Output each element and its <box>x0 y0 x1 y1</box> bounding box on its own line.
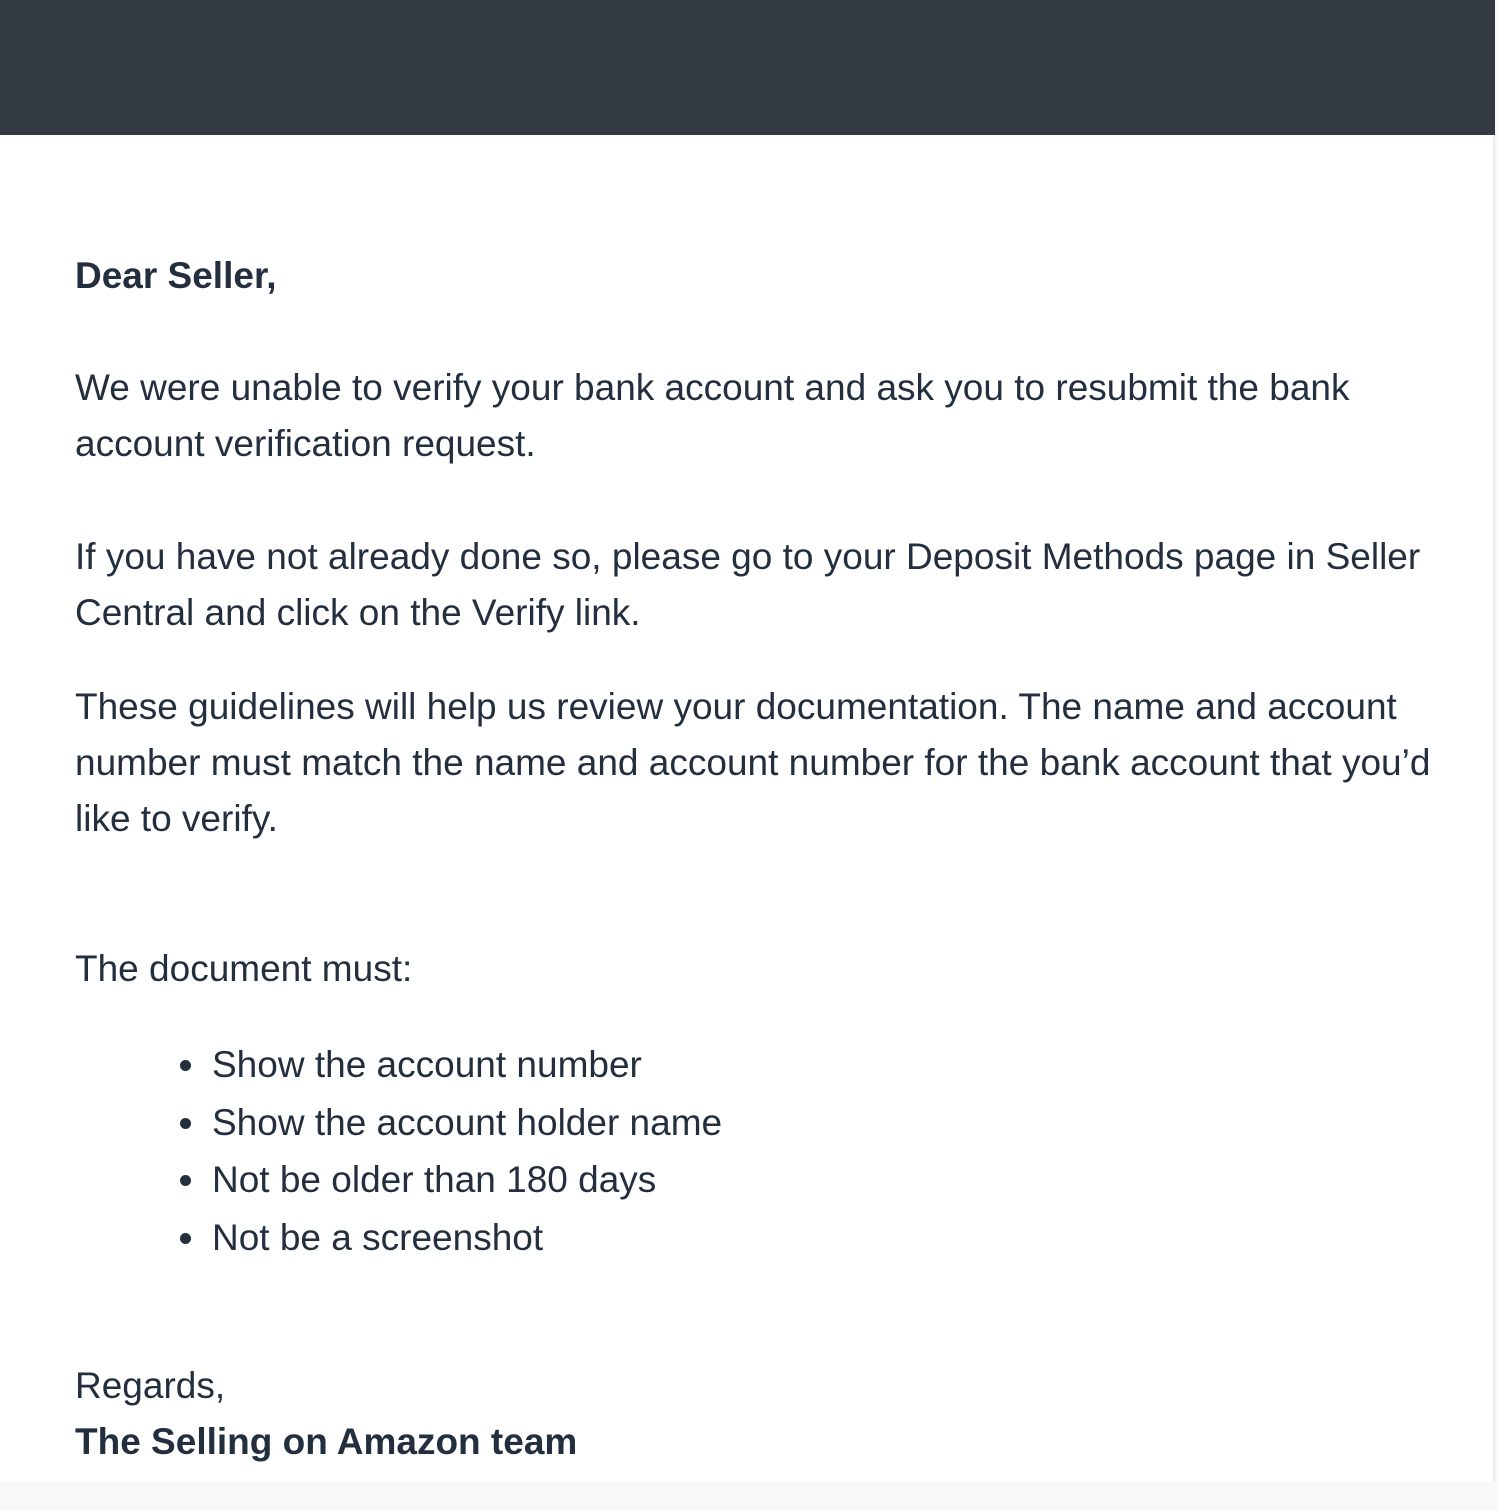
list-item <box>212 1151 1312 1209</box>
list-item-text: Show the account holder name <box>212 1101 723 1143</box>
email-header-bar <box>0 0 1495 135</box>
paragraph-guidelines: These guidelines will help us review your documentation. The name and account number must match the name and account number for the bank account that you’d like to verify. <box>75 686 1431 839</box>
paragraph-document-must: The document must: <box>75 948 413 989</box>
bullet-icon <box>180 1060 191 1071</box>
closing: Regards, <box>75 1365 226 1406</box>
bullet-icon <box>180 1175 191 1186</box>
paragraph-deposit-methods: If you have not already done so, please go to your Deposit Methods page in Seller Central and click on the Verify link. <box>75 536 1421 633</box>
requirements-list <box>75 1036 1312 1266</box>
greeting: Dear Seller, <box>75 255 277 296</box>
list-item-text: Show the account number <box>212 1044 642 1085</box>
list-item <box>212 1036 1312 1094</box>
bullet-icon <box>180 1118 191 1129</box>
list-item-text: Not be older than 180 days <box>212 1159 657 1200</box>
list-item <box>212 1209 1312 1267</box>
signature: The Selling on Amazon team <box>75 1421 578 1462</box>
list-item <box>212 1094 1312 1152</box>
paragraph-unable-to-verify: We were unable to verify your bank account and ask you to resubmit the bank account verification request. <box>75 367 1350 464</box>
bullet-icon <box>180 1233 191 1244</box>
list-item-text: Not be a screenshot <box>212 1216 544 1258</box>
